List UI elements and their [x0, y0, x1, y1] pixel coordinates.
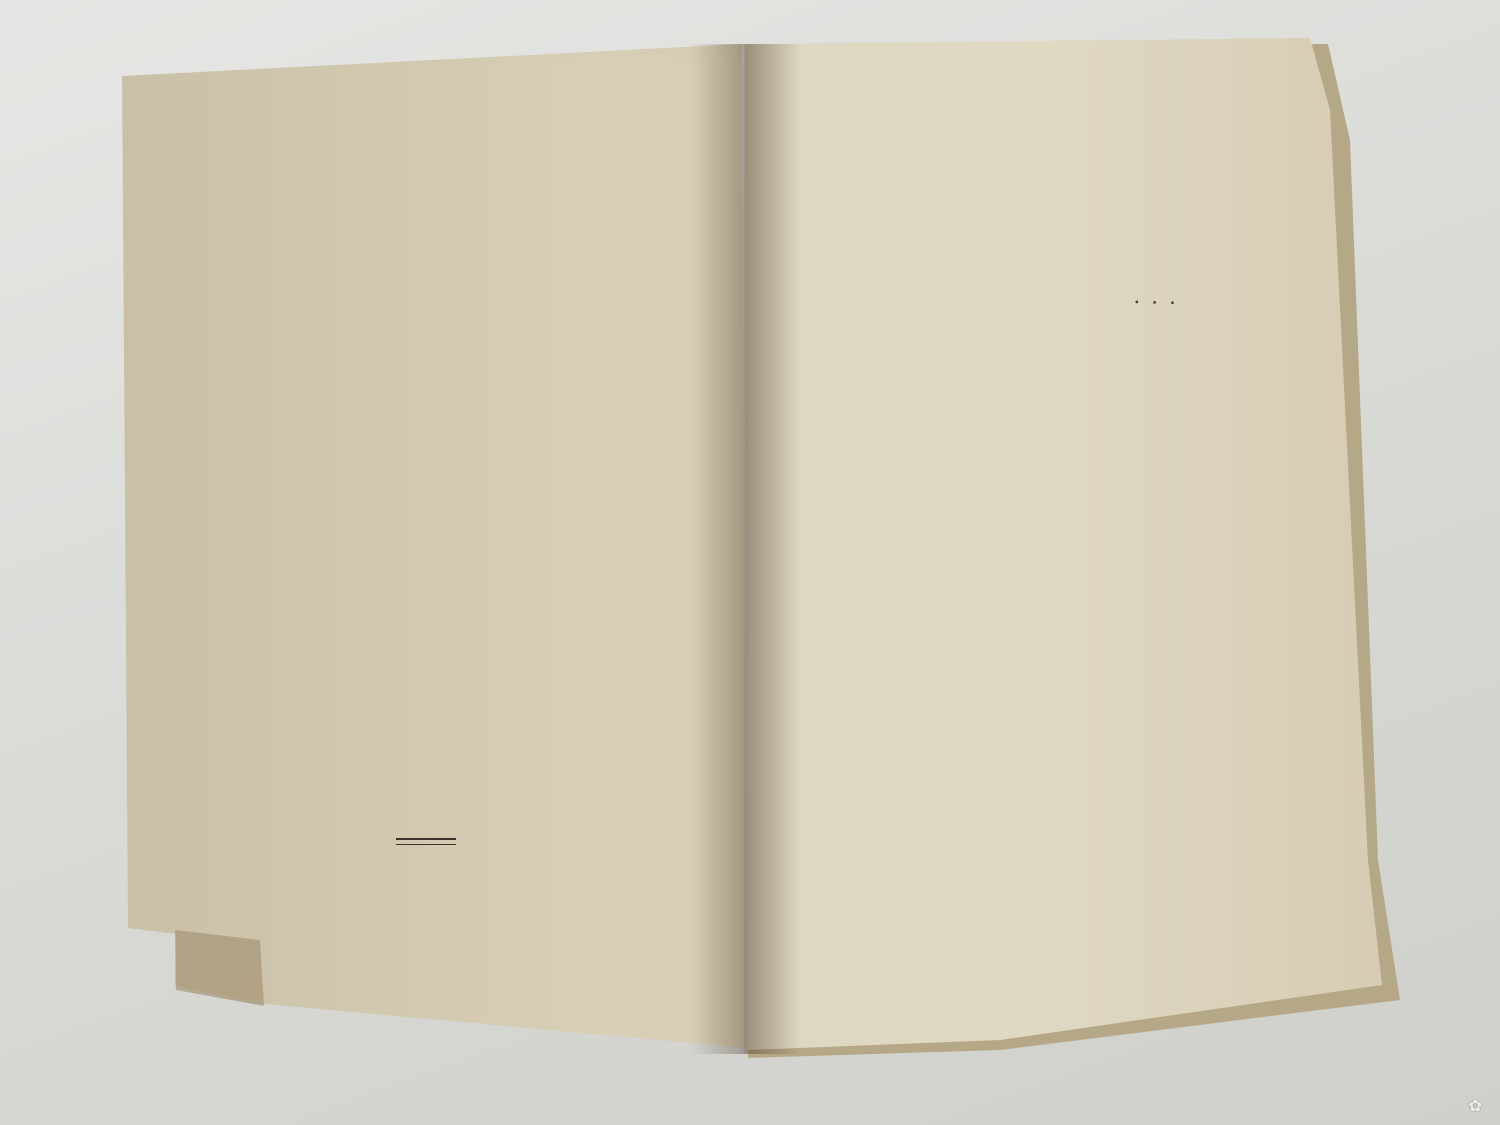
toc-entry-label: [757, 368, 763, 384]
toc-entry-label: [759, 282, 765, 298]
flower-icon: ✿: [1468, 1096, 1482, 1115]
toc-entry-label: [758, 336, 764, 352]
watermark: [1469, 1096, 1486, 1115]
toc-entry-lazarus: [757, 364, 1257, 400]
toc-entry-meletius: [758, 332, 1258, 368]
dot-leader: . . .: [1134, 291, 1180, 309]
end-ornament: [396, 838, 456, 845]
toc-entry-label: [758, 306, 764, 322]
table-of-contents: [757, 258, 1260, 406]
